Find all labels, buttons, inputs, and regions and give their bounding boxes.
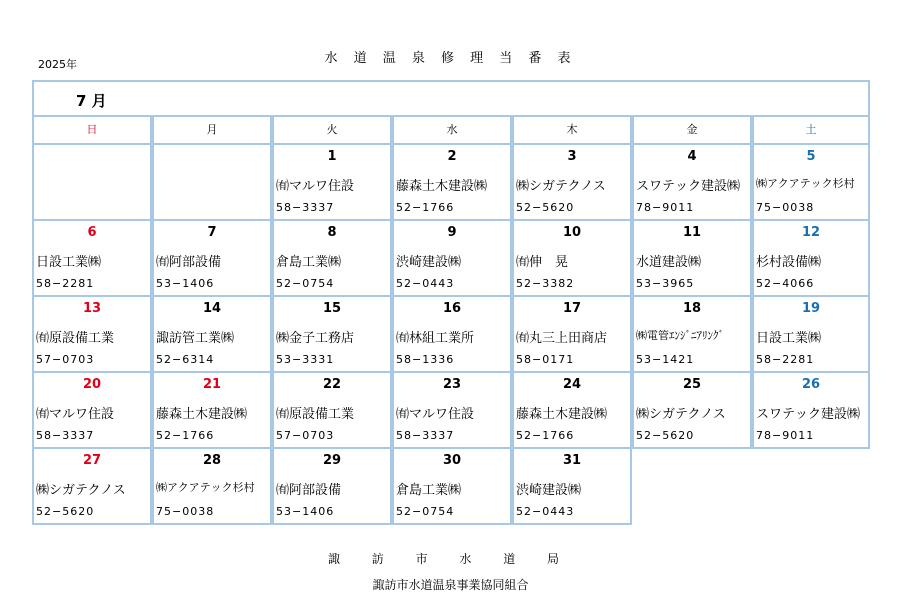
phone-number: 57−0703 (36, 353, 95, 366)
company-name: ㈱アクアテック杉村 (756, 177, 855, 190)
company-name: ㈱シガテクノス (516, 179, 606, 194)
day-cell (272, 371, 392, 449)
phone-number: 75−0038 (156, 505, 215, 518)
phone-number: 52−5620 (636, 429, 695, 442)
day-number: 1 (327, 149, 337, 164)
company-name: 日設工業㈱ (756, 331, 822, 346)
day-number: 19 (801, 301, 821, 316)
day-number: 24 (562, 377, 582, 392)
phone-number: 58−2281 (36, 277, 95, 290)
phone-number: 53−3965 (636, 277, 695, 290)
company-name: ㈲阿部設備 (156, 255, 222, 270)
phone-number: 58−3337 (396, 429, 455, 442)
day-cell (512, 295, 632, 373)
day-cell (752, 143, 870, 221)
company-name: 藤森土木建設㈱ (156, 407, 248, 422)
company-name: 渋崎建設㈱ (396, 255, 462, 270)
phone-number: 52−0443 (516, 505, 575, 518)
day-cell (512, 371, 632, 449)
phone-number: 58−1336 (396, 353, 455, 366)
company-name: 杉村設備㈱ (756, 255, 822, 270)
company-name: ㈲原設備工業 (36, 331, 115, 346)
day-cell (752, 371, 870, 449)
day-number: 14 (202, 301, 222, 316)
phone-number: 52−0754 (396, 505, 455, 518)
day-number: 20 (82, 377, 102, 392)
day-number: 18 (682, 301, 702, 316)
day-cell (392, 143, 512, 221)
day-number: 7 (207, 225, 217, 240)
day-cell (152, 447, 272, 525)
company-name: 倉島工業㈱ (396, 483, 462, 498)
company-name: ㈱シガテクノス (636, 407, 726, 422)
day-cell (392, 295, 512, 373)
company-name: ㈲阿部設備 (276, 483, 342, 498)
weekday-0: 日 (32, 117, 152, 145)
association-name: 諏訪市水道温泉事業協同組合 (372, 578, 529, 592)
weekday-1: 月 (152, 117, 272, 145)
month-header (32, 80, 870, 117)
day-number: 4 (687, 149, 697, 164)
day-cell (272, 295, 392, 373)
company-name: ㈲マルワ住設 (276, 179, 355, 194)
phone-number: 52−0443 (396, 277, 455, 290)
company-name: ㈱金子工務店 (276, 331, 355, 346)
day-number: 9 (447, 225, 457, 240)
day-cell (632, 371, 752, 449)
empty-day-cell (32, 143, 152, 221)
phone-number: 58−0171 (516, 353, 575, 366)
day-cell (392, 447, 512, 525)
day-cell (32, 295, 152, 373)
page-title: 水 道 温 泉 修 理 当 番 表 (324, 51, 577, 66)
phone-number: 52−5620 (516, 201, 575, 214)
day-cell (512, 143, 632, 221)
phone-number: 52−1766 (516, 429, 575, 442)
duty-calendar (32, 80, 870, 521)
phone-number: 52−3382 (516, 277, 575, 290)
phone-number: 52−0754 (276, 277, 335, 290)
phone-number: 53−3331 (276, 353, 335, 366)
phone-number: 58−2281 (756, 353, 815, 366)
phone-number: 52−1766 (156, 429, 215, 442)
company-name: ㈲原設備工業 (276, 407, 355, 422)
phone-number: 57−0703 (276, 429, 335, 442)
company-name: ㈲丸三上田商店 (516, 331, 608, 346)
day-number: 13 (82, 301, 102, 316)
day-cell (152, 295, 272, 373)
year-label: 2025年 (38, 58, 77, 71)
day-number: 2 (447, 149, 457, 164)
day-number: 6 (87, 225, 97, 240)
day-number: 21 (202, 377, 222, 392)
day-cell (152, 371, 272, 449)
company-name: スワテック建設㈱ (636, 179, 741, 194)
day-number: 15 (322, 301, 342, 316)
day-cell (392, 219, 512, 297)
phone-number: 52−4066 (756, 277, 815, 290)
day-number: 10 (562, 225, 582, 240)
empty-day-cell (152, 143, 272, 221)
day-cell (512, 219, 632, 297)
weekday-4: 木 (512, 117, 632, 145)
weekday-5: 金 (632, 117, 752, 145)
day-cell (752, 295, 870, 373)
company-name: 藤森土木建設㈱ (396, 179, 488, 194)
phone-number: 52−1766 (396, 201, 455, 214)
phone-number: 78−9011 (636, 201, 695, 214)
weekday-2: 火 (272, 117, 392, 145)
phone-number: 58−3337 (36, 429, 95, 442)
day-cell (32, 219, 152, 297)
phone-number: 75−0038 (756, 201, 815, 214)
day-number: 25 (682, 377, 702, 392)
day-cell (272, 143, 392, 221)
day-number: 5 (806, 149, 816, 164)
day-number: 27 (82, 453, 102, 468)
day-number: 8 (327, 225, 337, 240)
phone-number: 52−5620 (36, 505, 95, 518)
day-cell (272, 219, 392, 297)
day-number: 23 (442, 377, 462, 392)
day-cell (512, 447, 632, 525)
day-cell (152, 219, 272, 297)
day-number: 26 (801, 377, 821, 392)
weekday-6: 土 (752, 117, 870, 145)
day-cell (272, 447, 392, 525)
company-name: 藤森土木建設㈱ (516, 407, 608, 422)
day-cell (632, 219, 752, 297)
company-name: ㈱シガテクノス (36, 483, 126, 498)
phone-number: 58−3337 (276, 201, 335, 214)
day-number: 11 (682, 225, 702, 240)
company-name: 水道建設㈱ (636, 255, 702, 270)
day-number: 12 (801, 225, 821, 240)
phone-number: 78−9011 (756, 429, 815, 442)
company-name: 諏訪管工業㈱ (156, 331, 235, 346)
company-name: スワテック建設㈱ (756, 407, 861, 422)
month-label: 7 月 (76, 92, 107, 110)
day-cell (752, 219, 870, 297)
day-cell (632, 295, 752, 373)
issuer-name: 諏 訪 市 水 道 局 (327, 552, 574, 566)
day-number: 28 (202, 453, 222, 468)
day-number: 3 (567, 149, 577, 164)
day-number: 16 (442, 301, 462, 316)
company-name: ㈲林組工業所 (396, 331, 475, 346)
day-number: 17 (562, 301, 582, 316)
company-name: ㈱電管ｴﾝｼﾞﾆｱﾘﾝｸﾞ (636, 329, 724, 342)
phone-number: 53−1421 (636, 353, 695, 366)
day-cell (632, 143, 752, 221)
phone-number: 53−1406 (156, 277, 215, 290)
company-name: ㈲マルワ住設 (36, 407, 115, 422)
company-name: ㈲伸 晃 (516, 255, 569, 270)
company-name: ㈱アクアテック杉村 (156, 481, 255, 494)
day-cell (392, 371, 512, 449)
day-number: 31 (562, 453, 582, 468)
company-name: 日設工業㈱ (36, 255, 102, 270)
day-cell (32, 447, 152, 525)
phone-number: 53−1406 (276, 505, 335, 518)
day-number: 29 (322, 453, 342, 468)
day-number: 30 (442, 453, 462, 468)
company-name: 倉島工業㈱ (276, 255, 342, 270)
day-number: 22 (322, 377, 342, 392)
weekday-3: 水 (392, 117, 512, 145)
phone-number: 52−6314 (156, 353, 215, 366)
company-name: 渋崎建設㈱ (516, 483, 582, 498)
company-name: ㈲マルワ住設 (396, 407, 475, 422)
day-cell (32, 371, 152, 449)
